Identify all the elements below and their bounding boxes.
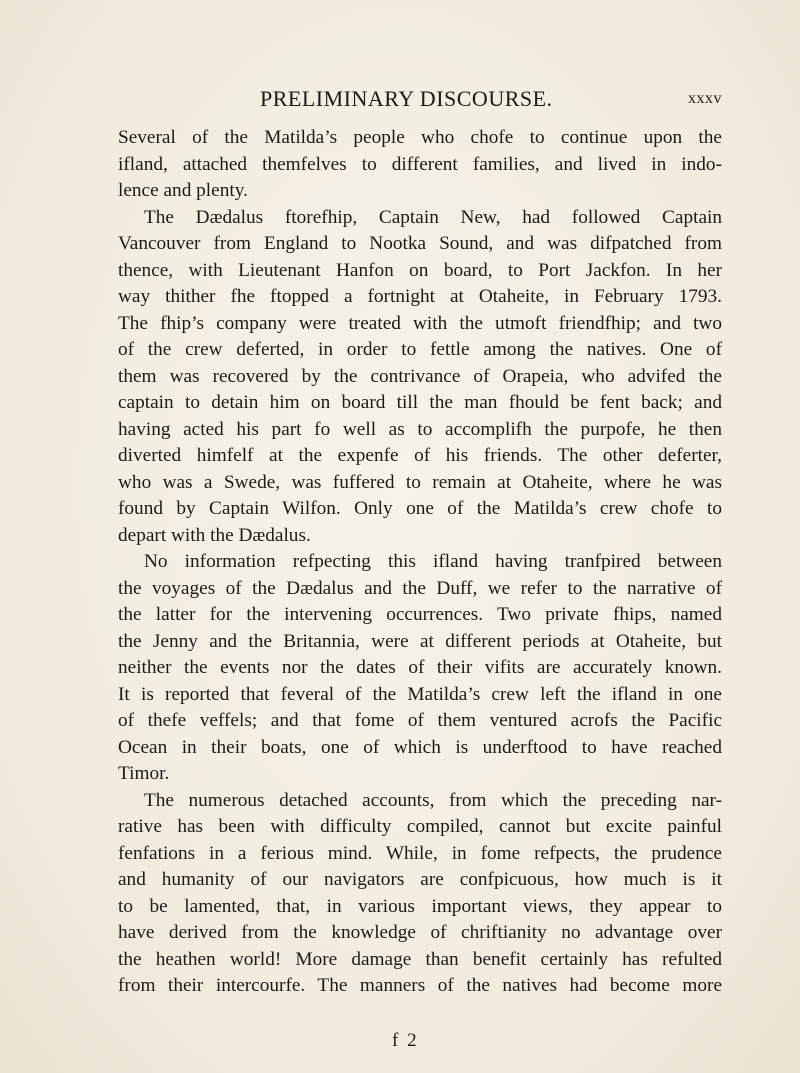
- text-line: The fhip’s company were treated with the utmoft friendfhip; and two: [118, 312, 722, 334]
- text-line: It is reported that feveral of the Matilda’s crew left the ifland in one: [118, 683, 722, 705]
- text-line: the voyages of the Dædalus and the Duff, we refer to the narrative of: [118, 577, 722, 599]
- text-line: ifland, attached themfelves to different families, and lived in indo-: [118, 153, 722, 175]
- text-line: thence, with Lieutenant Hanfon on board, to Port Jackfon. In her: [118, 259, 722, 281]
- text-line: fenfations in a ferious mind. While, in fome refpects, the prudence: [118, 842, 722, 864]
- text-line: Ocean in their boats, one of which is underftood to have reached: [118, 736, 722, 758]
- text-line: from their intercourfe. The manners of the natives had become more: [118, 975, 722, 996]
- text-line: them was recovered by the contrivance of Orapeia, who advifed the: [118, 365, 722, 387]
- text-line: have derived from the knowledge of chriftianity no advantage over: [118, 922, 722, 943]
- text-line: lence and plenty.: [118, 180, 248, 201]
- text-line: rative has been with difficulty compiled, cannot but excite painful: [118, 816, 722, 837]
- text-line: captain to detain him on board till the man fhould be fent back; and: [118, 392, 722, 413]
- signature-mark: f 2: [392, 1030, 419, 1051]
- text-line: of the crew deferted, in order to fettle among the natives. One of: [118, 339, 722, 360]
- text-line: neither the events nor the dates of their vifits are accurately known.: [118, 657, 722, 678]
- text-line: having acted his part fo well as to accomplifh the purpofe, he then: [118, 418, 722, 440]
- text-line: and humanity of our navigators are confpicuous, how much is it: [118, 869, 722, 890]
- text-line: who was a Swede, was fuffered to remain at Otaheite, where he was: [118, 471, 722, 493]
- text-line: The Dædalus ftorefhip, Captain New, had followed Captain: [144, 206, 722, 228]
- page-number: xxxv: [688, 90, 722, 107]
- text-line: No information refpecting this ifland having tranfpired between: [144, 551, 722, 572]
- text-line: way thither fhe ftopped a fortnight at Otaheite, in February 1793.: [118, 286, 722, 307]
- text-line: depart with the Dædalus.: [118, 524, 311, 546]
- text-line: to be lamented, that, in various important views, they appear to: [118, 895, 722, 917]
- page-header: [118, 86, 722, 116]
- text-line: diverted himfelf at the expenfe of his friends. The other deferter,: [118, 445, 722, 466]
- text-line: the heathen world! More damage than benefit certainly has refulted: [118, 948, 722, 970]
- text-line: the latter for the intervening occurrences. Two private fhips, named: [118, 604, 722, 625]
- text-line: the Jenny and the Britannia, were at different periods at Otaheite, but: [118, 630, 722, 652]
- text-line: of thefe veffels; and that fome of them ventured acrofs the Pacific: [118, 710, 722, 731]
- body-text: [118, 125, 722, 1000]
- text-line: The numerous detached accounts, from which the preceding nar-: [144, 789, 722, 811]
- text-line: found by Captain Wilfon. Only one of the Matilda’s crew chofe to: [118, 498, 722, 519]
- running-head: PRELIMINARY DISCOURSE.: [260, 86, 553, 111]
- text-line: Timor.: [118, 763, 170, 784]
- text-line: Several of the Matilda’s people who chofe to continue upon the: [118, 127, 722, 148]
- text-line: Vancouver from England to Nootka Sound, and was difpatched from: [118, 233, 722, 254]
